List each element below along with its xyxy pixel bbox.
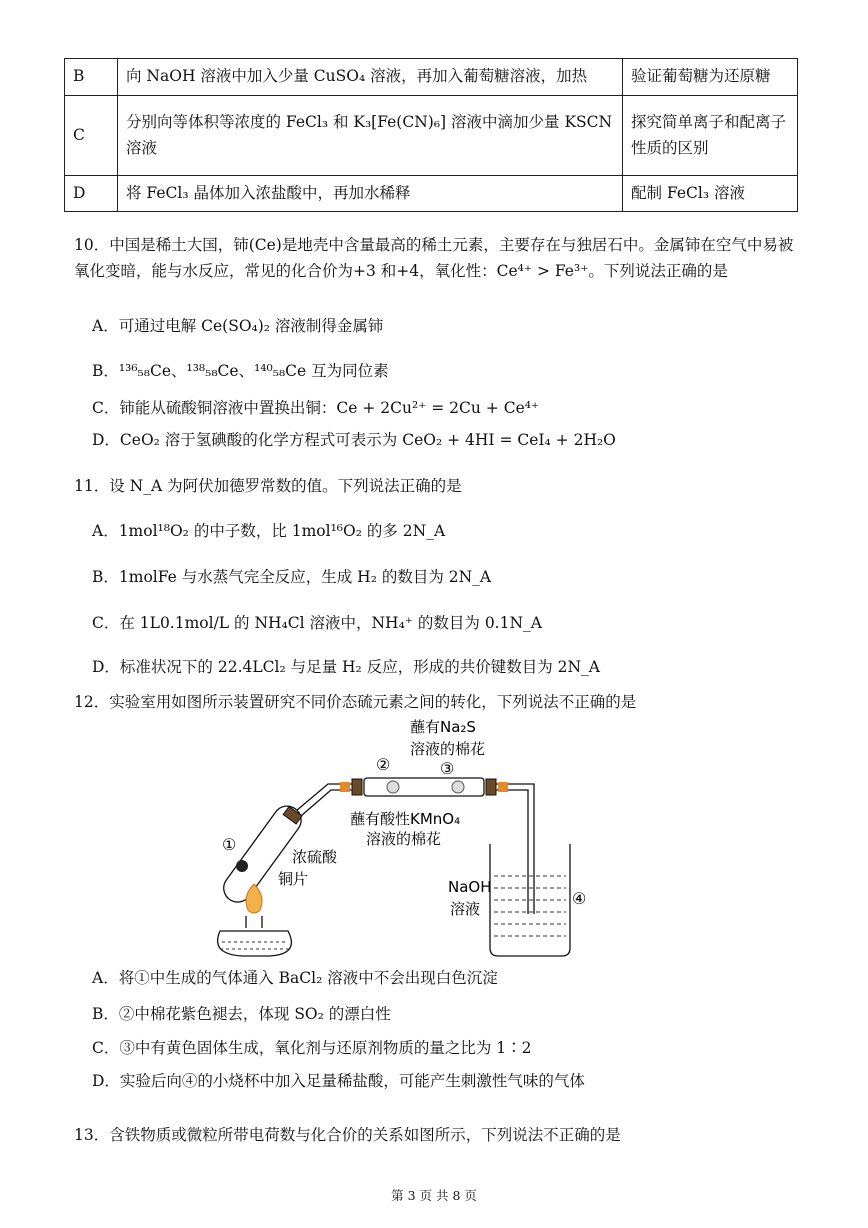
question-12-stem: 12．实验室用如图所示装置研究不同价态硫元素之间的转化，下列说法不正确的是 — [74, 693, 637, 711]
label-naoh-1: NaOH — [448, 878, 492, 896]
marker-4: ④ — [572, 889, 587, 908]
label-naoh-2: 溶液 — [450, 900, 481, 918]
question-10-stem: 10．中国是稀土大国，铈(Ce)是地壳中含量最高的稀土元素，主要存在与独居石中。金属铈在空气中易被氧化变暗，能与水反应，常见的化合价为+3 和+4，氧化性：Ce⁴⁺ > Fe³⁺。下列说法正确的是 — [74, 236, 794, 280]
row-operation: 将 FeCl₃ 晶体加入浓盐酸中，再加水稀释 — [118, 176, 623, 212]
question-11-stem: 11．设 N_A 为阿伏加德罗常数的值。下列说法正确的是 — [74, 477, 462, 495]
marker-2: ② — [376, 755, 391, 774]
question-12-option-a: A．将①中生成的气体通入 BaCl₂ 溶液中不会出现白色沉淀 — [92, 969, 498, 987]
experiment-table — [64, 58, 798, 212]
row-label: C — [65, 96, 118, 176]
row-operation: 向 NaOH 溶液中加入少量 CuSO₄ 溶液，再加入葡萄糖溶液，加热 — [118, 59, 623, 96]
question-13-stem: 13．含铁物质或微粒所带电荷数与化合价的关系如图所示，下列说法不正确的是 — [74, 1126, 621, 1144]
row-operation: 分别向等体积等浓度的 FeCl₃ 和 K₃[Fe(CN)₆] 溶液中滴加少量 KSCN 溶液 — [118, 96, 623, 176]
question-10-option-a: A．可通过电解 Ce(SO₄)₂ 溶液制得金属铈 — [92, 317, 384, 335]
label-kmno4-2: 溶液的棉花 — [366, 830, 442, 848]
table-row — [65, 59, 798, 96]
question-12-option-b: B．②中棉花紫色褪去，体现 SO₂ 的漂白性 — [92, 1005, 391, 1023]
table-row — [65, 96, 798, 176]
label-na2s-1: 蘸有Na₂S — [410, 718, 476, 736]
row-purpose: 配制 FeCl₃ 溶液 — [623, 176, 798, 212]
cotton-ball-kmno4 — [387, 781, 399, 793]
row-purpose: 探究简单离子和配离子性质的区别 — [623, 96, 798, 176]
question-11-option-c: C．在 1L0.1mol/L 的 NH₄Cl 溶液中，NH₄⁺ 的数目为 0.1N_A — [92, 614, 542, 632]
table-row — [65, 176, 798, 212]
marker-1: ① — [222, 835, 237, 854]
question-11-option-a: A．1mol¹⁸O₂ 的中子数，比 1mol¹⁶O₂ 的多 2N_A — [92, 522, 446, 540]
question-12-option-c: C．③中有黄色固体生成，氧化剂与还原剂物质的量之比为 1∶2 — [92, 1039, 532, 1057]
cotton-ball-na2s — [452, 781, 464, 793]
label-kmno4-1: 蘸有酸性KMnO₄ — [350, 810, 461, 828]
question-10-option-c: C．铈能从硫酸铜溶液中置换出铜：Ce + 2Cu²⁺ = 2Cu + Ce⁴⁺ — [92, 399, 540, 417]
page-footer: 第 3 页 共 8 页 — [391, 1188, 477, 1203]
label-copper: 铜片 — [278, 870, 309, 888]
marker-3: ③ — [440, 759, 455, 778]
question-12-option-d: D．实验后向④的小烧杯中加入足量稀盐酸，可能产生刺激性气味的气体 — [92, 1072, 585, 1090]
question-11-option-b: B．1molFe 与水蒸气完全反应，生成 H₂ 的数目为 2N_A — [92, 568, 492, 586]
row-label: B — [65, 59, 118, 96]
question-11-option-d: D．标准状况下的 22.4LCl₂ 与足量 H₂ 反应，形成的共价键数目为 2N_A — [92, 658, 600, 676]
row-purpose: 验证葡萄糖为还原糖 — [623, 59, 798, 96]
copper-icon — [236, 860, 248, 872]
row-label: D — [65, 176, 118, 212]
question-10-option-d: D．CeO₂ 溶于氢碘酸的化学方程式可表示为 CeO₂ + 4HI = CeI₄ + 2H₂O — [92, 431, 616, 449]
label-acid: 浓硫酸 — [292, 848, 338, 866]
question-10-option-b: B．¹³⁶₅₈Ce、¹³⁸₅₈Ce、¹⁴⁰₅₈Ce 互为同位素 — [92, 362, 389, 380]
apparatus-diagram — [200, 716, 620, 964]
label-na2s-2: 溶液的棉花 — [410, 740, 486, 758]
